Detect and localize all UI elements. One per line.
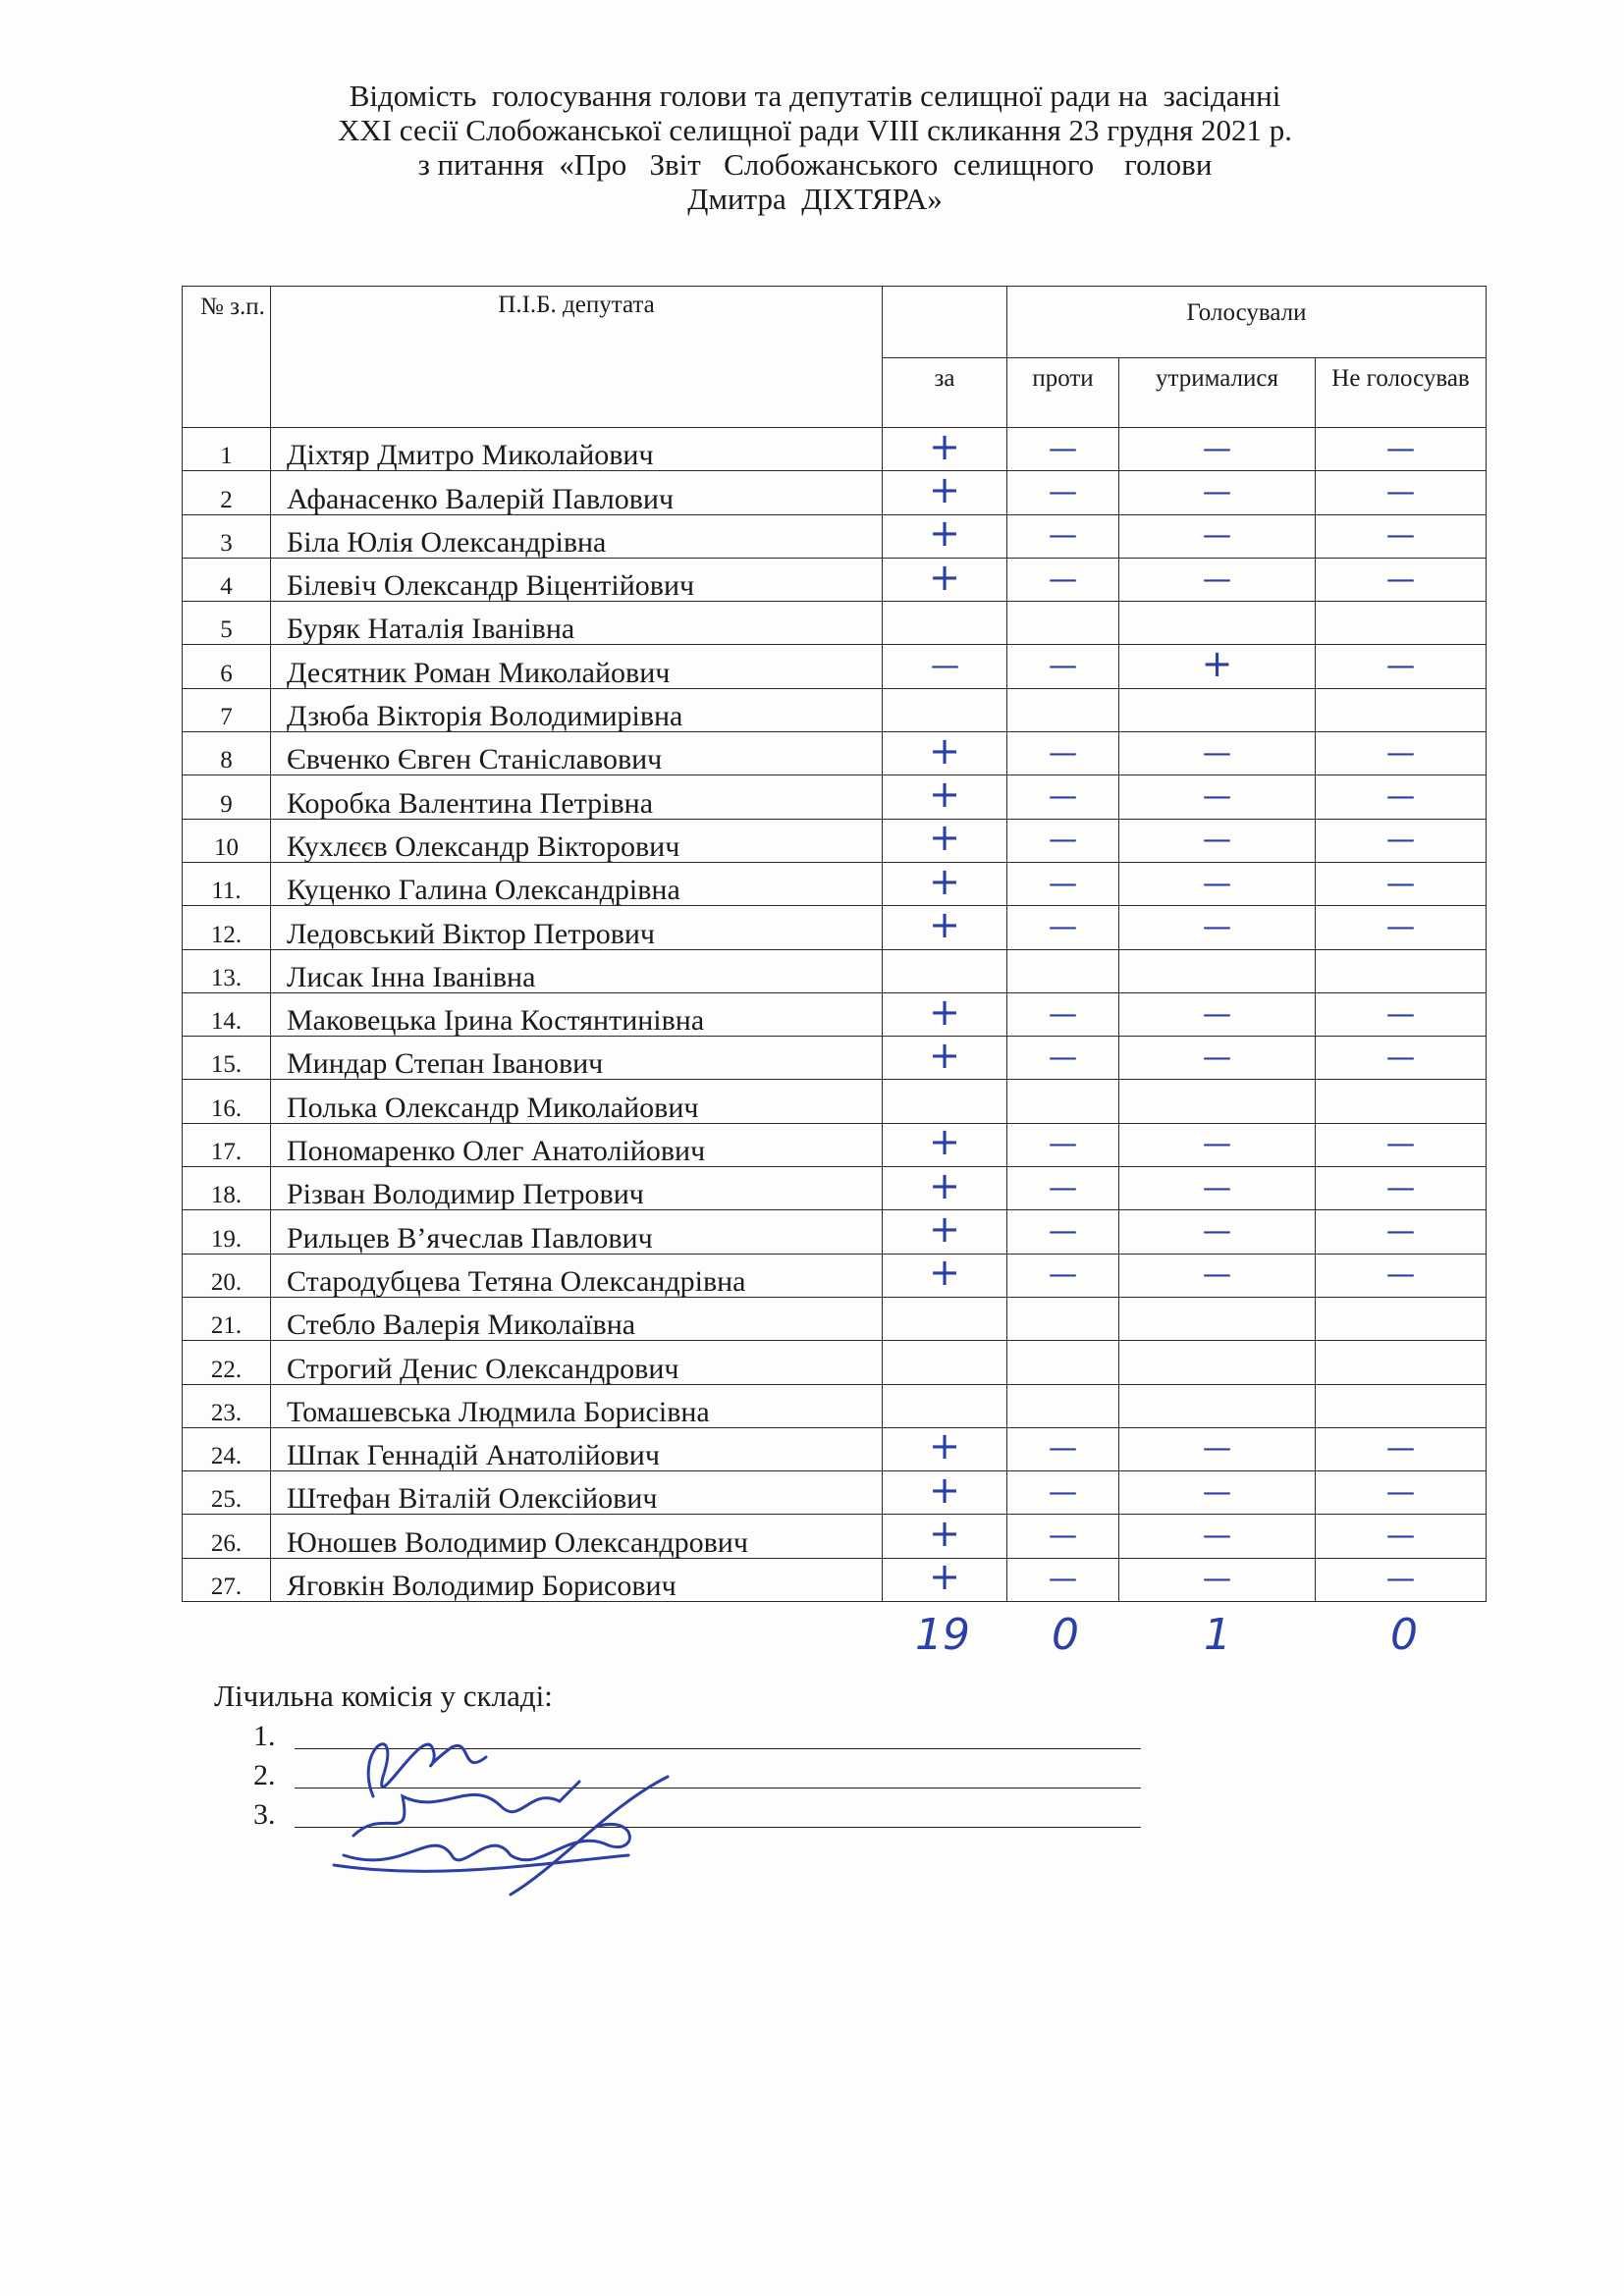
dash-mark: – xyxy=(1384,909,1418,944)
deputy-name: Євченко Євген Станіславович xyxy=(271,732,883,775)
dash-mark: – xyxy=(1384,518,1418,554)
vote-abstain-cell xyxy=(1119,642,1316,688)
vote-notvoted-cell xyxy=(1316,1427,1487,1470)
deputy-name: Лисак Інна Іванівна xyxy=(271,949,883,992)
dash-mark: – xyxy=(1047,518,1079,554)
vote-against-cell xyxy=(1007,992,1119,1036)
vote-for-cell xyxy=(883,555,1007,601)
dash-mark: – xyxy=(1384,1170,1418,1205)
table-row xyxy=(183,906,1487,949)
header-number: № з.п. xyxy=(183,287,271,428)
dash-mark: – xyxy=(1047,649,1079,684)
table-row xyxy=(183,1515,1487,1558)
row-number: 14. xyxy=(183,992,271,1036)
vote-notvoted-cell xyxy=(1316,514,1487,558)
vote-for-cell xyxy=(883,1341,1007,1384)
document-title xyxy=(177,79,1453,216)
dash-mark: – xyxy=(1384,474,1418,509)
vote-against-cell xyxy=(1007,862,1119,905)
table-row xyxy=(183,471,1487,514)
dash-mark: – xyxy=(1384,1040,1418,1075)
vote-notvoted-cell xyxy=(1316,775,1487,819)
dash-mark: – xyxy=(1047,1474,1079,1510)
vote-against-cell xyxy=(1007,1210,1119,1254)
vote-notvoted-cell xyxy=(1316,1210,1487,1254)
vote-notvoted-cell xyxy=(1316,645,1487,688)
vote-abstain-cell xyxy=(1119,1427,1316,1470)
dash-mark: – xyxy=(1384,1562,1418,1597)
table-row xyxy=(183,688,1487,731)
header-abstain: утрималися xyxy=(1119,358,1316,428)
vote-abstain-cell xyxy=(1119,1037,1316,1080)
vote-against-cell xyxy=(1007,732,1119,775)
row-number: 24. xyxy=(183,1427,271,1470)
vote-against-cell xyxy=(1007,775,1119,819)
row-number: 20. xyxy=(183,1254,271,1297)
table-row xyxy=(183,428,1487,471)
vote-for-cell xyxy=(883,989,1007,1036)
table-row xyxy=(183,1558,1487,1601)
vote-against-cell xyxy=(1007,645,1119,688)
dash-mark: – xyxy=(1047,1431,1079,1467)
deputy-name: Ледовський Віктор Петрович xyxy=(271,906,883,949)
plus-mark: + xyxy=(929,989,960,1034)
table-row xyxy=(183,1254,1487,1297)
row-number: 16. xyxy=(183,1080,271,1123)
dash-mark: – xyxy=(1047,779,1079,815)
dash-mark: – xyxy=(1201,735,1233,771)
dash-mark: – xyxy=(1047,1257,1079,1293)
dash-mark: – xyxy=(1384,866,1418,901)
vote-abstain-cell xyxy=(1119,1297,1316,1340)
plus-mark: + xyxy=(929,1512,960,1556)
deputy-name: Коробка Валентина Петрівна xyxy=(271,775,883,819)
plus-mark: + xyxy=(929,467,960,511)
vote-abstain-cell xyxy=(1119,1384,1316,1427)
plus-mark: + xyxy=(929,859,960,903)
plus-mark: + xyxy=(929,424,960,468)
vote-abstain-cell xyxy=(1119,732,1316,775)
vote-abstain-cell xyxy=(1119,1471,1316,1515)
row-number: 12. xyxy=(183,906,271,949)
vote-for-cell xyxy=(883,1468,1007,1515)
table-row xyxy=(183,1123,1487,1166)
table-row xyxy=(183,558,1487,601)
vote-for-cell xyxy=(883,645,1007,688)
commission-line-1 xyxy=(253,1720,276,1753)
vote-notvoted-cell xyxy=(1316,1515,1487,1558)
dash-mark: – xyxy=(1201,823,1233,858)
vote-notvoted-cell xyxy=(1316,1384,1487,1427)
deputy-name: Куценко Галина Олександрівна xyxy=(271,862,883,905)
table-row xyxy=(183,645,1487,688)
vote-notvoted-cell xyxy=(1316,428,1487,471)
vote-notvoted-cell xyxy=(1316,602,1487,645)
vote-against-cell xyxy=(1007,1471,1119,1515)
header-notvoted: Не голосував xyxy=(1316,358,1487,428)
deputy-name: Маковецька Ірина Костянтинівна xyxy=(271,992,883,1036)
table-row xyxy=(183,1080,1487,1123)
dash-mark: – xyxy=(1201,996,1233,1032)
table-row xyxy=(183,1427,1487,1470)
vote-for-cell xyxy=(883,859,1007,905)
deputy-name: Томашевська Людмила Борисівна xyxy=(271,1384,883,1427)
vote-notvoted-cell xyxy=(1316,1123,1487,1166)
deputy-name: Шпак Геннадій Анатолійович xyxy=(271,1427,883,1470)
dash-mark: – xyxy=(1384,779,1418,815)
vote-abstain-cell xyxy=(1119,992,1316,1036)
row-number: 13. xyxy=(183,949,271,992)
row-number: 25. xyxy=(183,1471,271,1515)
deputy-name: Афанасенко Валерій Павлович xyxy=(271,471,883,514)
vote-abstain-cell xyxy=(1119,471,1316,514)
vote-against-cell xyxy=(1007,688,1119,731)
dash-mark: – xyxy=(1047,474,1079,509)
vote-abstain-cell xyxy=(1119,1254,1316,1297)
vote-against-cell xyxy=(1007,1037,1119,1080)
dash-mark: – xyxy=(1201,1431,1233,1467)
dash-mark: – xyxy=(1384,735,1418,771)
dash-mark: – xyxy=(1047,866,1079,901)
row-number: 21. xyxy=(183,1297,271,1340)
row-number: 23. xyxy=(183,1384,271,1427)
vote-notvoted-cell xyxy=(1316,992,1487,1036)
total-abstain: 1 xyxy=(1204,1610,1231,1660)
vote-notvoted-cell xyxy=(1316,1558,1487,1601)
plus-mark: + xyxy=(929,773,960,817)
dash-mark: – xyxy=(1047,1127,1079,1162)
table-row xyxy=(183,1167,1487,1210)
dash-mark: – xyxy=(1201,1257,1233,1293)
dash-mark: – xyxy=(1384,1519,1418,1554)
header-name: П.І.Б. депутата xyxy=(271,287,883,428)
dash-mark: – xyxy=(1384,1431,1418,1467)
vote-notvoted-cell xyxy=(1316,732,1487,775)
vote-abstain-cell xyxy=(1119,862,1316,905)
dash-mark: – xyxy=(1201,1519,1233,1554)
row-number: 15. xyxy=(183,1037,271,1080)
vote-for-cell xyxy=(883,602,1007,645)
vote-abstain-cell xyxy=(1119,428,1316,471)
vote-notvoted-cell xyxy=(1316,1037,1487,1080)
row-number: 7 xyxy=(183,688,271,731)
table-row xyxy=(183,1384,1487,1427)
vote-against-cell xyxy=(1007,514,1119,558)
vote-notvoted-cell xyxy=(1316,1297,1487,1340)
voting-table xyxy=(182,286,1487,1602)
dash-mark: – xyxy=(1047,561,1079,597)
header-against: проти xyxy=(1007,358,1119,428)
vote-abstain-cell xyxy=(1119,1558,1316,1601)
dash-mark: – xyxy=(1384,1474,1418,1510)
vote-abstain-cell xyxy=(1119,688,1316,731)
vote-notvoted-cell xyxy=(1316,819,1487,862)
row-number: 27. xyxy=(183,1558,271,1601)
vote-against-cell xyxy=(1007,471,1119,514)
vote-against-cell xyxy=(1007,1427,1119,1470)
row-number: 2 xyxy=(183,471,271,514)
vote-for-cell xyxy=(883,902,1007,949)
row-number: 11. xyxy=(183,862,271,905)
vote-notvoted-cell xyxy=(1316,1254,1487,1297)
vote-against-cell xyxy=(1007,1123,1119,1166)
plus-mark: + xyxy=(929,1468,960,1512)
dash-mark: – xyxy=(1047,431,1079,466)
header-voted: Голосували xyxy=(1007,287,1487,358)
dash-mark: – xyxy=(1384,561,1418,597)
total-against: 0 xyxy=(1052,1610,1079,1660)
dash-mark: – xyxy=(1047,996,1079,1032)
vote-for-cell xyxy=(883,1424,1007,1470)
vote-against-cell xyxy=(1007,1080,1119,1123)
dash-mark: – xyxy=(1047,1562,1079,1597)
dash-mark: – xyxy=(1201,1040,1233,1075)
table-row xyxy=(183,1471,1487,1515)
vote-abstain-cell xyxy=(1119,949,1316,992)
table-row xyxy=(183,1037,1487,1080)
table-row xyxy=(183,1210,1487,1254)
deputy-name: Строгий Денис Олександрович xyxy=(271,1341,883,1384)
vote-notvoted-cell xyxy=(1316,471,1487,514)
dash-mark: – xyxy=(1201,1170,1233,1205)
dash-mark: – xyxy=(1047,1040,1079,1075)
deputy-name: Миндар Степан Іванович xyxy=(271,1037,883,1080)
table-row xyxy=(183,514,1487,558)
deputy-name: Штефан Віталій Олексійович xyxy=(271,1471,883,1515)
dash-mark: – xyxy=(1384,996,1418,1032)
dash-mark: – xyxy=(1384,1127,1418,1162)
vote-abstain-cell xyxy=(1119,906,1316,949)
dash-mark: – xyxy=(1201,474,1233,509)
row-number: 18. xyxy=(183,1167,271,1210)
header-blank xyxy=(883,287,1007,358)
commission-line-3 xyxy=(253,1798,276,1832)
vote-against-cell xyxy=(1007,949,1119,992)
dash-mark: – xyxy=(1384,823,1418,858)
dash-mark: – xyxy=(1201,1127,1233,1162)
dash-mark: – xyxy=(1201,1213,1233,1249)
row-number: 22. xyxy=(183,1341,271,1384)
plus-mark: + xyxy=(929,1120,960,1164)
vote-notvoted-cell xyxy=(1316,862,1487,905)
row-number: 3 xyxy=(183,514,271,558)
plus-mark: + xyxy=(929,728,960,773)
vote-for-cell xyxy=(883,775,1007,819)
dash-mark: – xyxy=(1047,909,1079,944)
dash-mark: – xyxy=(1201,866,1233,901)
vote-for-cell xyxy=(883,511,1007,558)
plus-mark: + xyxy=(929,1251,960,1295)
vote-abstain-cell xyxy=(1119,1167,1316,1210)
vote-abstain-cell xyxy=(1119,1210,1316,1254)
dash-mark: – xyxy=(1047,735,1079,771)
vote-for-cell xyxy=(883,816,1007,862)
vote-abstain-cell xyxy=(1119,514,1316,558)
plus-mark: + xyxy=(929,511,960,556)
vote-for-cell xyxy=(883,424,1007,471)
deputy-name: Яговкін Володимир Борисович xyxy=(271,1558,883,1601)
vote-against-cell xyxy=(1007,428,1119,471)
row-number: 6 xyxy=(183,645,271,688)
dash-mark: – xyxy=(1201,909,1233,944)
table-row xyxy=(183,819,1487,862)
vote-against-cell xyxy=(1007,602,1119,645)
signatures-image xyxy=(314,1708,687,1904)
vote-for-cell xyxy=(883,728,1007,775)
total-for: 19 xyxy=(915,1610,970,1660)
row-number: 1 xyxy=(183,428,271,471)
vote-against-cell xyxy=(1007,1515,1119,1558)
plus-mark: + xyxy=(929,1206,960,1251)
deputy-name: Біла Юлія Олександрівна xyxy=(271,514,883,558)
vote-against-cell xyxy=(1007,1167,1119,1210)
dash-mark: – xyxy=(1047,1213,1079,1249)
vote-abstain-cell xyxy=(1119,1341,1316,1384)
plus-mark: + xyxy=(929,1033,960,1077)
plus-mark: + xyxy=(929,1555,960,1599)
commission-label: Лічильна комісія у складі: xyxy=(214,1679,553,1713)
deputy-name: Рильцев В’ячеслав Павлович xyxy=(271,1210,883,1254)
table-body xyxy=(183,424,1487,1602)
vote-for-cell xyxy=(883,1555,1007,1601)
dash-mark: – xyxy=(1384,431,1418,466)
row-number: 19. xyxy=(183,1210,271,1254)
vote-abstain-cell xyxy=(1119,558,1316,601)
deputy-name: Стародубцева Тетяна Олександрівна xyxy=(271,1254,883,1297)
dash-mark: – xyxy=(1201,431,1233,466)
vote-for-cell xyxy=(883,1297,1007,1340)
deputy-name: Різван Володимир Петрович xyxy=(271,1167,883,1210)
vote-against-cell xyxy=(1007,906,1119,949)
vote-notvoted-cell xyxy=(1316,1080,1487,1123)
row-number: 5 xyxy=(183,602,271,645)
dash-mark: – xyxy=(1201,561,1233,597)
row-number: 9 xyxy=(183,775,271,819)
vote-for-cell xyxy=(883,1251,1007,1297)
dash-mark: – xyxy=(928,649,961,684)
title-line-2: XXI сесії Слобожанської селищної ради VIII скликання 23 грудня 2021 р. xyxy=(337,113,1293,147)
table-row xyxy=(183,1341,1487,1384)
commission-item-1: 1. xyxy=(253,1720,276,1752)
dash-mark: – xyxy=(1201,779,1233,815)
total-notvoted: 0 xyxy=(1390,1610,1418,1660)
vote-for-cell xyxy=(883,688,1007,731)
dash-mark: – xyxy=(1047,1170,1079,1205)
vote-notvoted-cell xyxy=(1316,1471,1487,1515)
title-line-4: Дмитра ДІХТЯРА» xyxy=(687,182,943,216)
deputy-name: Полька Олександр Миколайович xyxy=(271,1080,883,1123)
row-number: 26. xyxy=(183,1515,271,1558)
table-row xyxy=(183,602,1487,645)
row-number: 8 xyxy=(183,732,271,775)
vote-for-cell xyxy=(883,1206,1007,1254)
row-number: 10 xyxy=(183,819,271,862)
dash-mark: – xyxy=(1201,1562,1233,1597)
plus-mark: + xyxy=(929,816,960,860)
vote-for-cell xyxy=(883,1512,1007,1558)
vote-against-cell xyxy=(1007,819,1119,862)
commission-item-2: 2. xyxy=(253,1759,276,1791)
table-row xyxy=(183,1297,1487,1340)
title-line-1: Відомість голосування голови та депутатів селищної ради на засіданні xyxy=(349,79,1281,113)
deputy-name: Білевіч Олександр Віцентійович xyxy=(271,558,883,601)
plus-mark: + xyxy=(929,1424,960,1468)
deputy-name: Стебло Валерія Миколаївна xyxy=(271,1297,883,1340)
vote-notvoted-cell xyxy=(1316,558,1487,601)
table-row xyxy=(183,992,1487,1036)
plus-mark: + xyxy=(1201,642,1233,686)
vote-for-cell xyxy=(883,467,1007,514)
vote-against-cell xyxy=(1007,1341,1119,1384)
vote-against-cell xyxy=(1007,1254,1119,1297)
deputy-name: Дзюба Вікторія Володимирівна xyxy=(271,688,883,731)
table-row xyxy=(183,862,1487,905)
vote-against-cell xyxy=(1007,1558,1119,1601)
dash-mark: – xyxy=(1201,518,1233,554)
vote-abstain-cell xyxy=(1119,1080,1316,1123)
vote-notvoted-cell xyxy=(1316,688,1487,731)
deputy-name: Десятник Роман Миколайович xyxy=(271,645,883,688)
vote-abstain-cell xyxy=(1119,775,1316,819)
commission-line-2 xyxy=(253,1759,276,1792)
plus-mark: + xyxy=(929,555,960,599)
table-row xyxy=(183,775,1487,819)
dash-mark: – xyxy=(1384,1213,1418,1249)
row-number: 17. xyxy=(183,1123,271,1166)
vote-abstain-cell xyxy=(1119,819,1316,862)
deputy-name: Діхтяр Дмитро Миколайович xyxy=(271,428,883,471)
vote-against-cell xyxy=(1007,1384,1119,1427)
vote-notvoted-cell xyxy=(1316,906,1487,949)
table-row xyxy=(183,732,1487,775)
plus-mark: + xyxy=(929,1163,960,1207)
dash-mark: – xyxy=(1201,1474,1233,1510)
vote-abstain-cell xyxy=(1119,1515,1316,1558)
dash-mark: – xyxy=(1384,649,1418,684)
vote-notvoted-cell xyxy=(1316,949,1487,992)
deputy-name: Буряк Наталія Іванівна xyxy=(271,602,883,645)
vote-for-cell xyxy=(883,1033,1007,1080)
vote-abstain-cell xyxy=(1119,602,1316,645)
vote-for-cell xyxy=(883,949,1007,992)
deputy-name: Пономаренко Олег Анатолійович xyxy=(271,1123,883,1166)
vote-against-cell xyxy=(1007,558,1119,601)
vote-against-cell xyxy=(1007,1297,1119,1340)
deputy-name: Кухлєєв Олександр Вікторович xyxy=(271,819,883,862)
dash-mark: – xyxy=(1047,823,1079,858)
dash-mark: – xyxy=(1047,1519,1079,1554)
title-line-3: з питання «Про Звіт Слобожанського селищного голови xyxy=(417,147,1213,182)
row-number: 4 xyxy=(183,558,271,601)
header-for: за xyxy=(883,358,1007,428)
vote-notvoted-cell xyxy=(1316,1341,1487,1384)
vote-for-cell xyxy=(883,1384,1007,1427)
plus-mark: + xyxy=(929,902,960,946)
table-row xyxy=(183,949,1487,992)
deputy-name: Юношев Володимир Олександрович xyxy=(271,1515,883,1558)
vote-for-cell xyxy=(883,1163,1007,1210)
vote-totals xyxy=(884,1610,1492,1669)
vote-for-cell xyxy=(883,1080,1007,1123)
vote-for-cell xyxy=(883,1120,1007,1166)
commission-item-3: 3. xyxy=(253,1798,276,1831)
vote-abstain-cell xyxy=(1119,1123,1316,1166)
dash-mark: – xyxy=(1384,1257,1418,1293)
vote-notvoted-cell xyxy=(1316,1167,1487,1210)
